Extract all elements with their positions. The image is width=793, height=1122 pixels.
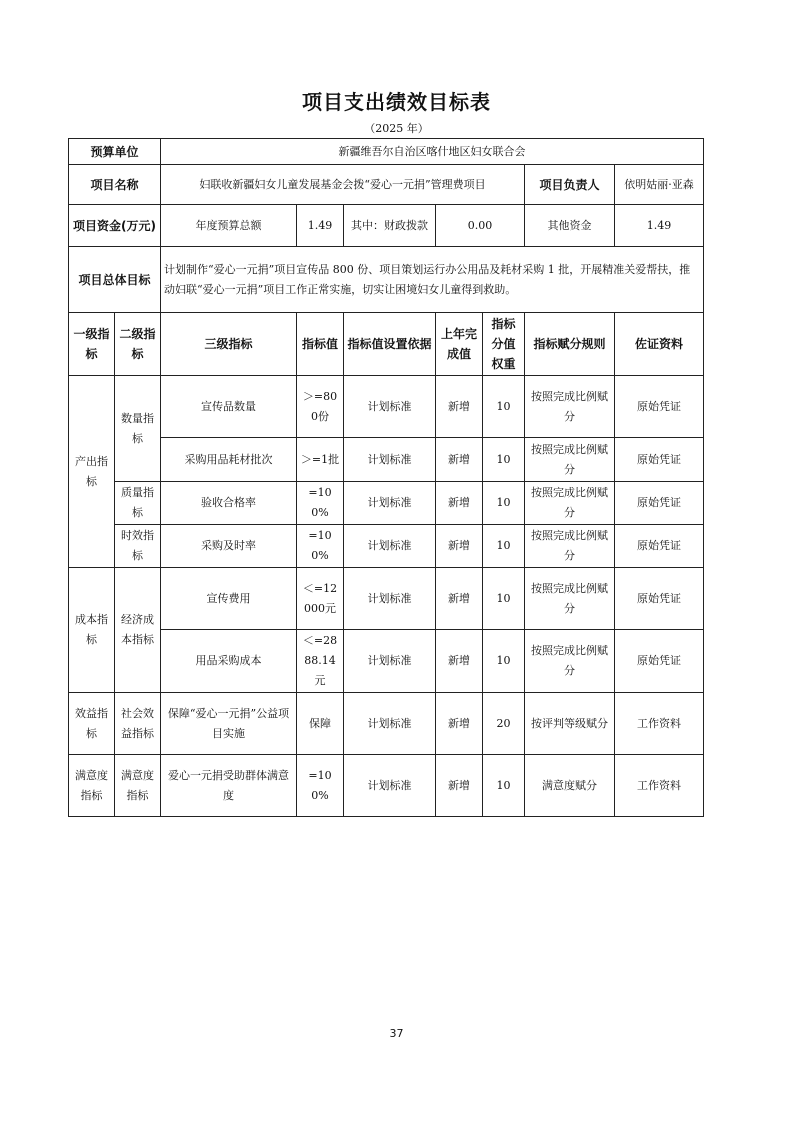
rule-cell: 按照完成比例赋分 [525,630,615,693]
overall-goal-label: 项目总体目标 [69,247,161,313]
project-name-label: 项目名称 [69,165,161,205]
evidence-cell: 工作资料 [615,755,704,817]
value-cell: 保障 [297,693,344,755]
prev-cell: 新增 [436,693,483,755]
level3-cell: 采购及时率 [161,525,297,568]
weight-cell: 10 [483,482,525,525]
level2-quality: 质量指标 [115,482,161,525]
table-row [69,568,704,630]
value-cell: =100% [297,482,344,525]
table-row [69,693,704,755]
table-row [69,525,704,568]
basis-cell: 计划标准 [344,568,436,630]
level1-satisfaction: 满意度指标 [69,755,115,817]
value-cell: ＞=800份 [297,376,344,438]
col-level1: 一级指标 [69,313,115,376]
rule-cell: 按照完成比例赋分 [525,568,615,630]
annual-total-label: 年度预算总额 [161,205,297,247]
table-row [69,482,704,525]
evidence-cell: 原始凭证 [615,438,704,482]
rule-cell: 按照完成比例赋分 [525,482,615,525]
level3-cell: 宣传品数量 [161,376,297,438]
funds-label: 项目资金(万元) [69,205,161,247]
annual-total-value: 1.49 [297,205,344,247]
budget-unit-value: 新疆维吾尔自治区喀什地区妇女联合会 [161,139,704,165]
rule-cell: 按评判等级赋分 [525,693,615,755]
level3-cell: 采购用品耗材批次 [161,438,297,482]
basis-cell: 计划标准 [344,525,436,568]
level1-output: 产出指标 [69,376,115,568]
rule-cell: 按照完成比例赋分 [525,525,615,568]
col-level3: 三级指标 [161,313,297,376]
page-number: 37 [389,1027,404,1040]
budget-unit-label: 预算单位 [69,139,161,165]
weight-cell: 10 [483,755,525,817]
level2-timeliness: 时效指标 [115,525,161,568]
level2-quantity: 数量指标 [115,376,161,482]
basis-cell: 计划标准 [344,755,436,817]
year-label: （2025 年） [364,122,429,135]
basis-cell: 计划标准 [344,693,436,755]
basis-cell: 计划标准 [344,630,436,693]
prev-cell: 新增 [436,568,483,630]
weight-cell: 10 [483,376,525,438]
prev-cell: 新增 [436,525,483,568]
level1-cost: 成本指标 [69,568,115,693]
level2-satisfaction: 满意度指标 [115,755,161,817]
weight-cell: 10 [483,568,525,630]
value-cell: =100% [297,755,344,817]
prev-cell: 新增 [436,482,483,525]
level2-social-benefit: 社会效益指标 [115,693,161,755]
level3-cell: 保障“爱心一元捐”公益项目实施 [161,693,297,755]
fiscal-value: 0.00 [436,205,525,247]
col-weight: 指标分值权重 [483,313,525,376]
col-level2: 二级指标 [115,313,161,376]
prev-cell: 新增 [436,630,483,693]
overall-goal-text: 计划制作“爱心一元捐”项目宣传品 800 份、项目策划运行办公用品及耗材采购 1 批，开展精准关爱帮扶，推动妇联“爱心一元捐”项目工作正常实施，切实让困境妇女儿童得到救助。 [161,247,704,313]
weight-cell: 20 [483,693,525,755]
prev-cell: 新增 [436,376,483,438]
col-evidence: 佐证资料 [615,313,704,376]
leader-value: 依明姑丽·亚森 [615,165,704,205]
col-basis: 指标值设置依据 [344,313,436,376]
value-cell: =100% [297,525,344,568]
leader-label: 项目负责人 [525,165,615,205]
project-name-value: 妇联收新疆妇女儿童发展基金会拨“爱心一元捐”管理费项目 [161,165,525,205]
rule-cell: 按照完成比例赋分 [525,438,615,482]
basis-cell: 计划标准 [344,482,436,525]
col-prev: 上年完成值 [436,313,483,376]
basis-cell: 计划标准 [344,376,436,438]
evidence-cell: 原始凭证 [615,568,704,630]
level3-cell: 验收合格率 [161,482,297,525]
evidence-cell: 原始凭证 [615,525,704,568]
level3-cell: 用品采购成本 [161,630,297,693]
page-title: 项目支出绩效目标表 [302,90,491,114]
table-row [69,438,704,482]
evidence-cell: 原始凭证 [615,376,704,438]
level1-benefit: 效益指标 [69,693,115,755]
level3-cell: 爱心一元捐受助群体满意度 [161,755,297,817]
evidence-cell: 原始凭证 [615,630,704,693]
other-funds-label: 其他资金 [525,205,615,247]
weight-cell: 10 [483,438,525,482]
rule-cell: 按照完成比例赋分 [525,376,615,438]
value-cell: ＜=2888.14元 [297,630,344,693]
value-cell: ＞=1批 [297,438,344,482]
fiscal-label: 其中：财政拨款 [344,205,436,247]
prev-cell: 新增 [436,438,483,482]
weight-cell: 10 [483,630,525,693]
value-cell: ＜=12000元 [297,568,344,630]
evidence-cell: 原始凭证 [615,482,704,525]
level3-cell: 宣传费用 [161,568,297,630]
rule-cell: 满意度赋分 [525,755,615,817]
table-row [69,755,704,817]
evidence-cell: 工作资料 [615,693,704,755]
other-funds-value: 1.49 [615,205,704,247]
table-row [69,376,704,438]
weight-cell: 10 [483,525,525,568]
table-row [69,630,704,693]
level2-economic-cost: 经济成本指标 [115,568,161,693]
col-rule: 指标赋分规则 [525,313,615,376]
col-value: 指标值 [297,313,344,376]
prev-cell: 新增 [436,755,483,817]
performance-table [68,138,704,817]
basis-cell: 计划标准 [344,438,436,482]
